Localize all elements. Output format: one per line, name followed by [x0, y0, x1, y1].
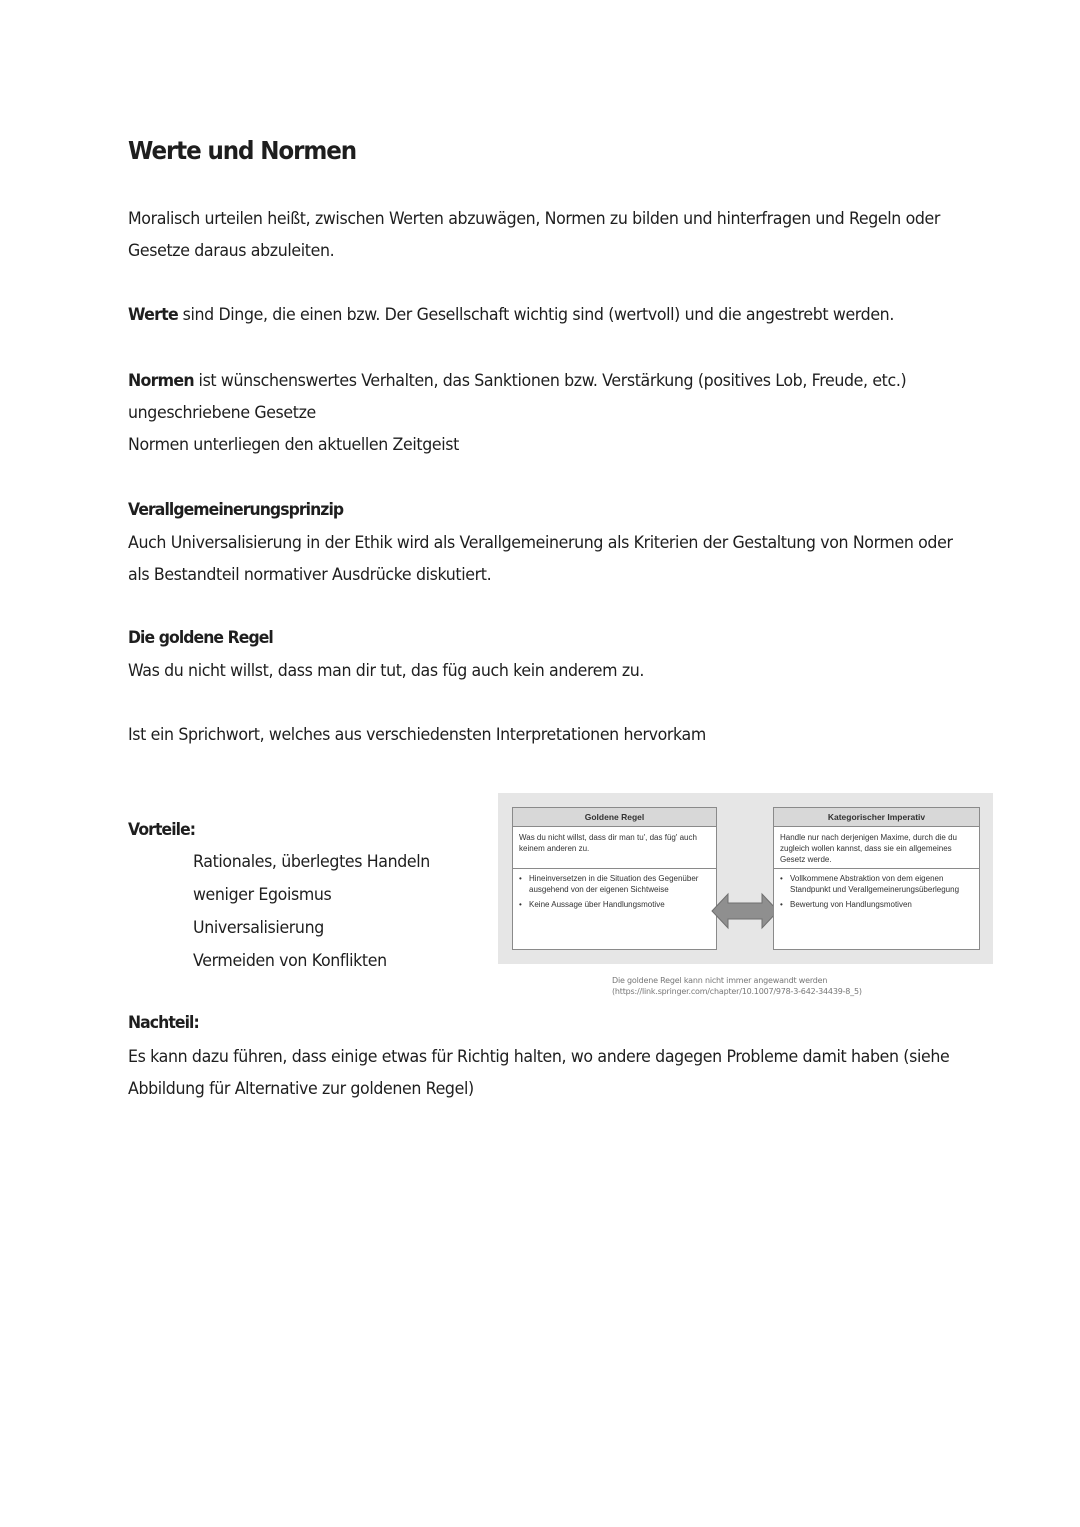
werte-text: sind Dinge, die einen bzw. Der Gesellschaft wichtig sind (wertvoll) und die angestrebt werden.: [182, 305, 894, 325]
vorteile-item: Rationales, überlegtes Handeln: [193, 852, 430, 872]
normen-line-2: ungeschriebene Gesetze: [128, 403, 316, 423]
goldene-regel-box-text: Was du nicht willst, dass dir man tu', das füg' auch keinem anderen zu.: [513, 827, 716, 869]
verallgemeinerung-line-1: Auch Universalisierung in der Ethik wird als Verallgemeinerung als Kriterien der Gestaltung von Normen oder: [128, 533, 953, 553]
goldene-regel-heading: Die goldene Regel: [128, 628, 273, 648]
intro-paragraph: [128, 203, 940, 267]
goldene-regel-box-header: Goldene Regel: [513, 808, 716, 827]
goldene-regel-quote: Was du nicht willst, dass man dir tut, das füg auch kein anderem zu.: [128, 661, 645, 681]
kategorischer-imperativ-box: [773, 807, 980, 950]
intro-line-2: Gesetze daraus abzuleiten.: [128, 241, 335, 261]
goldene-regel-bullet: • Keine Aussage über Handlungsmotive: [519, 899, 710, 910]
normen-text: ist wünschenswertes Verhalten, das Sanktionen bzw. Verstärkung (positives Lob, Freude, etc.): [198, 371, 907, 391]
goldene-regel-box: [512, 807, 717, 950]
vorteile-item: weniger Egoismus: [193, 885, 332, 905]
verallgemeinerung-line-2: als Bestandteil normativer Ausdrücke diskutiert.: [128, 565, 492, 585]
page-title: Werte und Normen: [128, 136, 356, 165]
vorteile-item: Universalisierung: [193, 918, 324, 938]
goldene-regel-bullet: • Hineinversetzen in die Situation des Gegenüber ausgehend von der eigenen Sichtweise: [519, 873, 710, 895]
nachteil-line-2: Abbildung für Alternative zur goldenen Regel): [128, 1079, 474, 1099]
goldene-regel-note: Ist ein Sprichwort, welches aus verschiedensten Interpretationen hervorkam: [128, 725, 706, 745]
kategorischer-imperativ-bullet: • Vollkommene Abstraktion von dem eigenen Standpunkt und Verallgemeinerungsüberlegung: [780, 873, 973, 895]
normen-term: Normen: [128, 371, 194, 391]
nachteil-heading: Nachteil:: [128, 1013, 199, 1033]
figure-caption: [612, 975, 862, 997]
vorteile-item: Vermeiden von Konflikten: [193, 951, 387, 971]
figure-caption-line-2: (https://link.springer.com/chapter/10.1007/978-3-642-34439-8_5): [612, 987, 862, 996]
vorteile-heading: Vorteile:: [128, 820, 196, 840]
normen-paragraph: [128, 365, 906, 461]
double-arrow-icon: [710, 886, 780, 936]
werte-term: Werte: [128, 305, 178, 325]
comparison-figure: [498, 793, 993, 964]
nachteil-line-1: Es kann dazu führen, dass einige etwas für Richtig halten, wo andere dagegen Probleme damit haben (siehe: [128, 1047, 950, 1067]
verallgemeinerung-paragraph: [128, 527, 953, 591]
verallgemeinerung-heading: Verallgemeinerungsprinzip: [128, 500, 344, 520]
werte-paragraph: [128, 299, 894, 331]
vorteile-list: [193, 846, 430, 978]
kategorischer-imperativ-bullet: • Bewertung von Handlungsmotiven: [780, 899, 973, 910]
normen-line-3: Normen unterliegen den aktuellen Zeitgeist: [128, 435, 459, 455]
kategorischer-imperativ-box-header: Kategorischer Imperativ: [774, 808, 979, 827]
figure-caption-line-1: Die goldene Regel kann nicht immer angewandt werden: [612, 976, 828, 985]
intro-line-1: Moralisch urteilen heißt, zwischen Werten abzuwägen, Normen zu bilden und hinterfragen und Regeln oder: [128, 209, 941, 229]
nachteil-paragraph: [128, 1041, 949, 1105]
kategorischer-imperativ-box-text: Handle nur nach derjenigen Maxime, durch die du zugleich wollen kannst, dass sie ein allgemeines Gesetz werde.: [774, 827, 979, 869]
